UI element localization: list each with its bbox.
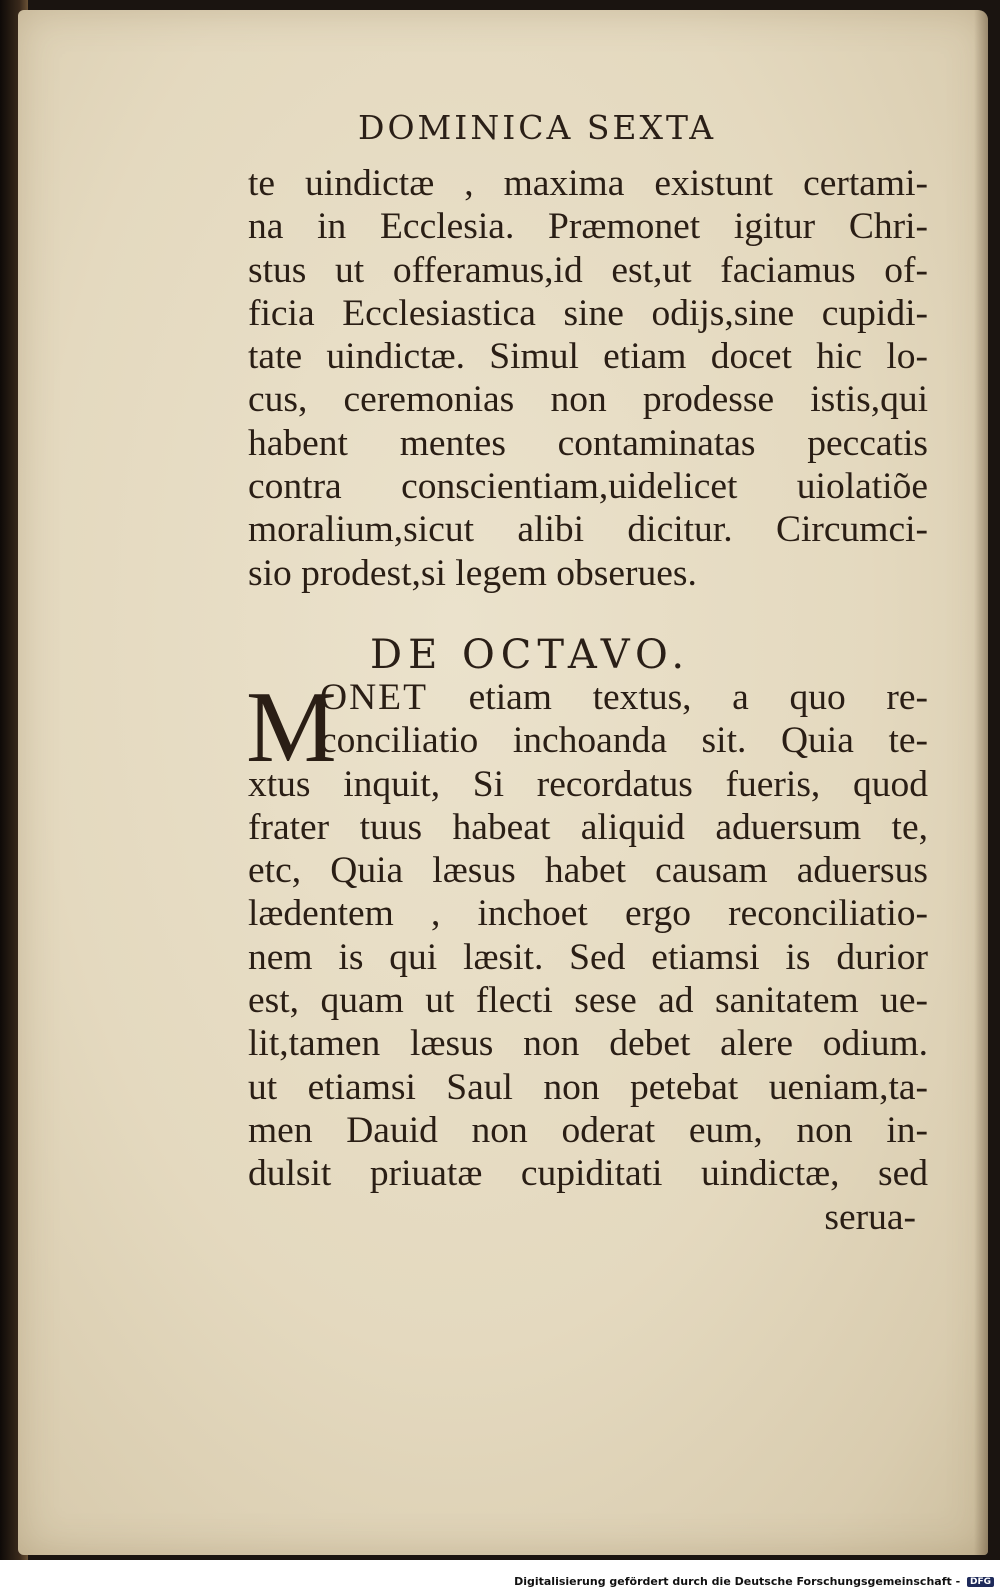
text-line: lædentem , inchoet ergo reconciliatio- bbox=[248, 893, 928, 935]
text-line: men Dauid non oderat eum, non in- bbox=[248, 1109, 928, 1151]
footer-strip bbox=[0, 1560, 1000, 1596]
section-heading: DE OCTAVO. bbox=[370, 632, 691, 678]
text-line: tate uindictæ. Simul etiam docet hic lo- bbox=[248, 336, 928, 378]
footer-credit bbox=[514, 1575, 994, 1588]
paragraph-1 bbox=[248, 162, 928, 595]
text-line: nem is qui læsit. Sed etiamsi is durior bbox=[248, 936, 928, 978]
text-line: lit,tamen læsus non debet alere odium. bbox=[248, 1023, 928, 1065]
text-line: stus ut offeramus,id est,ut faciamus of- bbox=[248, 249, 928, 291]
first-word-caps: ONET bbox=[320, 677, 428, 718]
text-line: dulsit priuatæ cupiditati uindictæ, sed bbox=[248, 1153, 928, 1195]
text-line: sio prodest,si legem obserues. bbox=[248, 552, 697, 594]
first-line-rest: etiam textus, a quo re- bbox=[468, 677, 928, 718]
footer-credit-text: Digitalisierung gefördert durch die Deutsche Forschungsgemeinschaft - bbox=[514, 1575, 961, 1588]
text-line: contra conscientiam,uidelicet uiolatiõe bbox=[248, 466, 928, 508]
text-line: cus, ceremonias non prodesse istis,qui bbox=[248, 379, 928, 421]
dfg-logo: DFG bbox=[967, 1577, 994, 1587]
text-line: te uindictæ , maxima existunt certami- bbox=[248, 163, 928, 204]
paragraph-2 bbox=[246, 671, 928, 1196]
text-line: conciliatio inchoanda sit. Quia te- bbox=[320, 720, 928, 762]
text-line: ficia Ecclesiastica sine odijs,sine cupidi- bbox=[248, 292, 928, 334]
text-line: etc, Quia læsus habet causam aduersus bbox=[248, 850, 928, 892]
text-line: na in Ecclesia. Præmonet igitur Chri- bbox=[248, 206, 928, 248]
text-line: moralium,sicut alibi dicitur. Circumci- bbox=[248, 509, 928, 551]
running-head: DOMINICA SEXTA bbox=[358, 108, 717, 147]
text-line: xtus inquit, Si recordatus fueris, quod bbox=[248, 763, 928, 805]
catchword: serua- bbox=[824, 1197, 916, 1238]
text-line-first bbox=[248, 676, 928, 719]
text-line: ut etiamsi Saul non petebat ueniam,ta- bbox=[248, 1066, 928, 1108]
drop-cap: M bbox=[246, 671, 337, 784]
page-edge-shadow bbox=[974, 10, 988, 1555]
text-line: est, quam ut flecti sese ad sanitatem ue- bbox=[248, 980, 928, 1022]
text-line: frater tuus habeat aliquid aduersum te, bbox=[248, 806, 928, 848]
text-line: habent mentes contaminatas peccatis bbox=[248, 422, 928, 464]
